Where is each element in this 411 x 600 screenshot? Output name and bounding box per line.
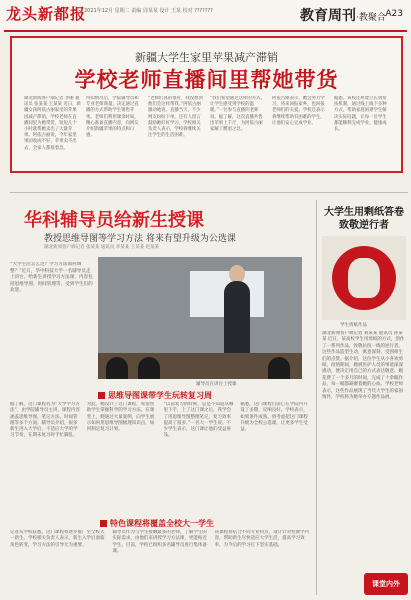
- subheading-review-text: 思维导图课带学生玩转复习周: [108, 391, 212, 400]
- side-story-title: 大学生用剩纸答卷致敬逆行者: [324, 207, 404, 231]
- top-story-column: 得知情况后，学院辅导员和专业老师商量，决定通过直播的方式帮助学生销售苹果。老师们利用课余时间，精心准备直播内容，向网友介绍新疆苹果的特点和口感。: [86, 96, 139, 139]
- body-column: 辅导员作为与学生接触最多的老师，了解学生的实际需求，由他们来讲授学习方法课，更能贴近学生。目前，学校已组织多名辅导员进行集体备课。: [112, 530, 207, 554]
- teacher-figure: [224, 281, 250, 353]
- issue-line: 2021年12月 星期二 责编 周某某 设计 王某 校对 ???????: [84, 8, 213, 14]
- subheading-review: [98, 390, 212, 401]
- classroom-photo: [98, 257, 302, 379]
- middle-story-lead: “大学生活怎么过？学习方法如何调整？”近日，华中科技大学一名辅导员走上讲台，给新生讲授学习方法课，内容包括思维导图、时间管理等，受到学生们的欢迎。: [10, 262, 93, 293]
- body-column: 据了解，这门课程名为“大学学习方法”，由学院辅导员主讲，课程内容涵盖思维导图、笔记方法、时间管理等多个方面。辅导员介绍，很多新生进入大学后，不适应大学的学习节奏，在期末复习时手忙脚乱。: [10, 402, 80, 439]
- newspaper-logo: 龙头新都报: [6, 5, 87, 23]
- masthead: [0, 0, 411, 32]
- section-title: [300, 5, 386, 25]
- top-story-box: [10, 36, 403, 173]
- top-story-kicker: 新疆大学生家里苹果减产滞销: [135, 51, 278, 64]
- top-story-column: 阿依古丽表示，她会努力学习，将来回报家乡，也回报老师们的关爱。学校还表示将继续帮助有困难的学生，让他们安心完成学业。: [272, 96, 325, 126]
- section-divider: [10, 192, 408, 193]
- papercut-figure: [348, 258, 380, 298]
- audience-member: [106, 357, 128, 379]
- top-story-headline: 学校老师直播间里帮她带货: [74, 68, 339, 92]
- body-column: “以前复习的时候，总是不知道从哪里下手，上了这门课之后，我学会了用思维导图整理笔记，复习效率提高了很多。”一名大一学生说。不少学生表示，这门课让他们受益匪浅。: [163, 402, 234, 439]
- side-photo-caption: 学生剪纸作品: [340, 323, 367, 328]
- audience-member: [138, 357, 160, 379]
- side-story-text: 湖北新闻客户端记者 刘某某 通讯员 孙某某 近日，某高校学生用剪纸的方式，创作了一系列作品，致敬抗疫一线的逆行者。这些作品造型生动，寓意深刻，受到师生们的点赞。据介绍，这位学生从小喜欢剪纸，疫情期间，她被医护人员的事迹深深感动，便决定用自己的方式表达敬意。她花费了一个多月的时间，完成了十余幅作品，每一幅都凝聚着她的心血。学校老师表示，这些作品展现了当代大学生的家国情怀，学校将为她举办专题作品展。: [322, 331, 405, 401]
- column-divider: [316, 200, 317, 595]
- section-badge: 课堂内外: [364, 573, 408, 595]
- top-story-column: 据悉，该校还将建立长效帮扶机制，通过线上线下多种方式，帮助家庭困难学生解决实际问题，让每一位学生都能顺利完成学业、健康成长。: [334, 96, 387, 133]
- square-bullet-icon: [98, 392, 105, 399]
- top-story-columns: [24, 96, 391, 168]
- top-story-column: “我们希望通过这样的方式，让学生感受到学校的温暖。”一位参与直播的老师说。据了解，这次直播共售出苹果上千斤，为阿依古丽家解了燃眉之急。: [210, 96, 265, 133]
- section-title-main: 教育周刊: [300, 8, 356, 24]
- top-story-column: 湖北新闻客户端记者 李丽 通讯员 张某某 王某某 近日，新疆女孩阿依古丽家里的苹果因减产滞销，学校老师在直播间里为她带货，短短几个小时就帮她卖出了大量苹果。阿依古丽说，今年家里果园收成不好，苹果卖不出去，全家人都很着急。: [24, 96, 81, 151]
- photo-caption: 辅导员在讲台上授课: [196, 382, 237, 387]
- body-column: 该课程将结合不同专业特点，设计针对性教学内容，帮助新生尽快适应大学生活，提高学习效率，为今后的学习打下坚实基础。: [214, 530, 310, 548]
- masthead-rule: [4, 30, 407, 32]
- middle-story-byline: 湖北新闻客户端记者 张某某 通讯员 李某某 王某某 赵某某: [44, 245, 160, 250]
- audience-member: [268, 357, 290, 379]
- square-bullet-icon: [100, 520, 107, 527]
- top-story-column: “老师们真的很好，我没想到他们会这样帮我。”阿依古丽激动地说。直播当天，不少网友纷纷下单，还有人留言鼓励她好好学习。学校相关负责人表示，学校将继续关注学生的生活困难。: [148, 96, 203, 139]
- middle-story-title: 华科辅导员给新生授课: [24, 210, 204, 231]
- papercut-photo: [322, 236, 406, 320]
- middle-story-body: [10, 402, 312, 514]
- body-column: 为此，她设计了这门课程，希望帮助学生掌握科学的学习方法。在课堂上，她通过大量案例，向学生展示如何用思维导图梳理知识点，如何制定复习计划。: [86, 402, 155, 433]
- subheading-course-text: 特色课程将覆盖全校大一学生: [110, 519, 214, 528]
- body-column: 记者从学校获悉，这门课程将逐步推广至全校大一新生。学校相关负责人表示，新生入学后面临角色转变，学习方法的引导尤为重要。: [10, 530, 105, 548]
- middle-story-subtitle: 教授思维导图等学习方法 将来有望升级为公选课: [44, 234, 236, 244]
- page-number: A23: [385, 9, 403, 19]
- middle-story-body-2: [10, 530, 312, 594]
- subheading-course: [100, 518, 214, 529]
- body-column: 据悉，这门课程目前已在学院内开设了多期，反响良好。学校表示，如果条件成熟，将考虑把这门课程升级为全校公选课，让更多学生受益。: [240, 402, 308, 433]
- section-title-sub: ·教聚合: [356, 13, 386, 23]
